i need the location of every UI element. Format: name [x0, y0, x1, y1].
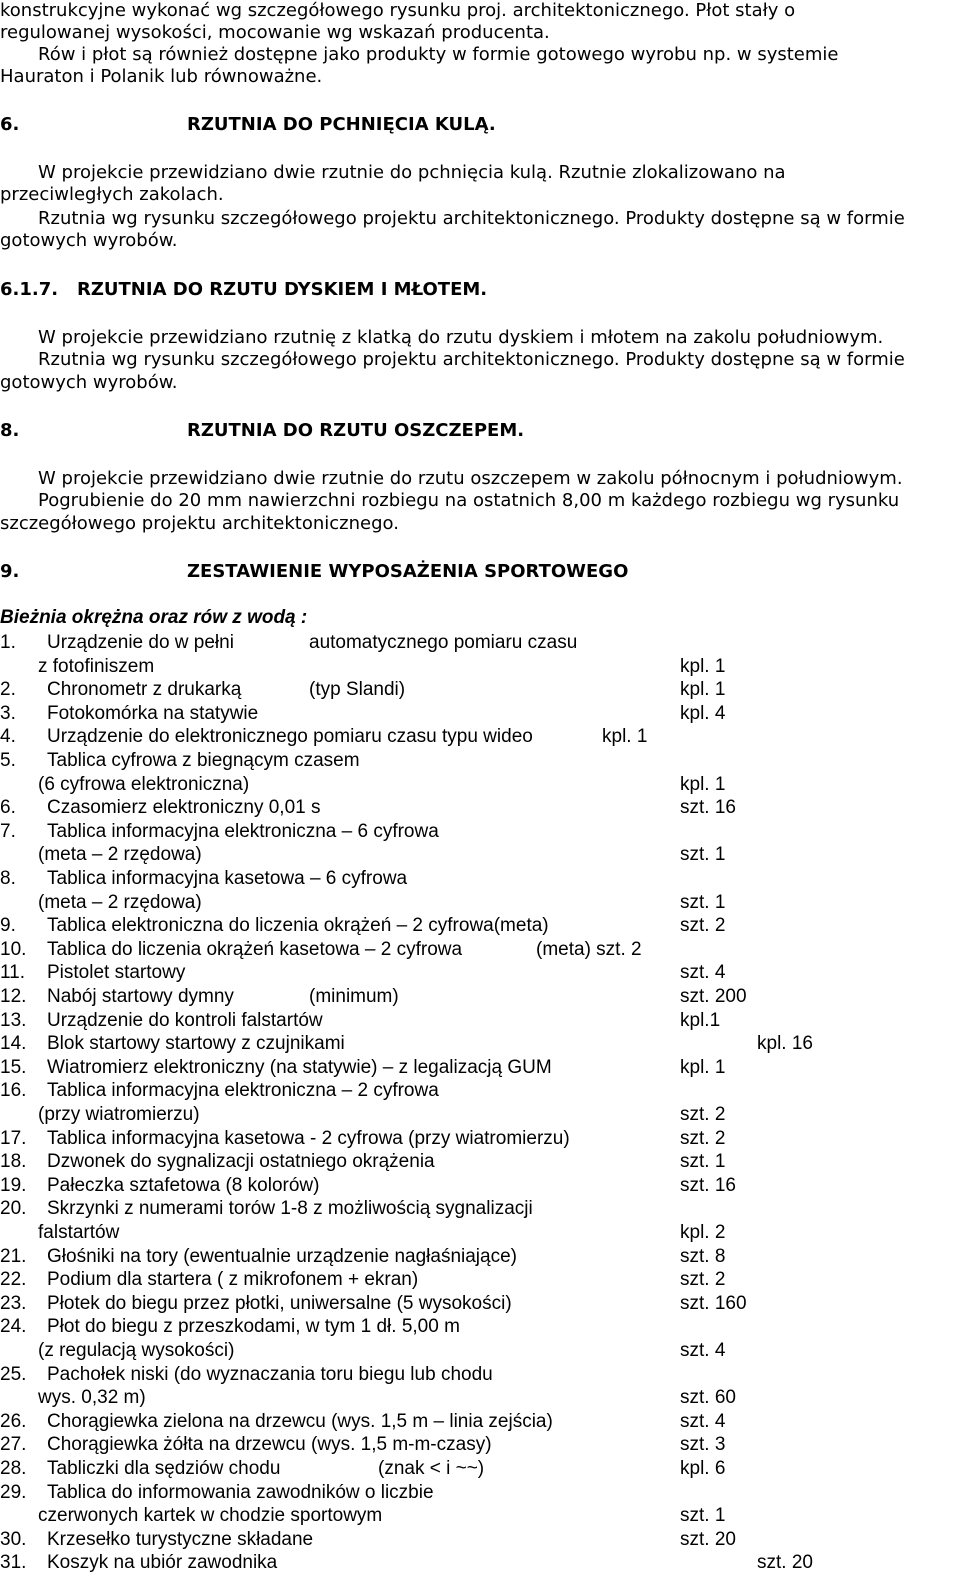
- equipment-row: [0, 1293, 960, 1315]
- item-description: (meta – 2 rzędowa): [38, 844, 202, 866]
- item-quantity: szt. 4: [680, 1410, 726, 1432]
- equipment-row: [0, 1505, 960, 1527]
- equipment-row: [0, 632, 960, 654]
- equipment-row: [0, 1175, 960, 1197]
- item-number: 5.: [0, 750, 16, 771]
- item-description: Płotek do biegu przez płotki, uniwersalne (5 wysokości): [47, 1292, 512, 1314]
- item-quantity: szt. 60: [680, 1387, 736, 1409]
- paragraph-line: szczegółowego projektu architektonicznego.: [0, 513, 399, 534]
- paragraph-line: W projekcie przewidziano dwie rzutnie do rzutu oszczepem w zakolu północnym i południowym.: [38, 468, 903, 489]
- equipment-row: [0, 1128, 960, 1150]
- equipment-row: [0, 1411, 960, 1433]
- equipment-row: [0, 656, 960, 678]
- paragraph-line: W projekcie przewidziano dwie rzutnie do pchnięcia kulą. Rzutnie zlokalizowano na: [38, 162, 786, 183]
- equipment-row: [0, 962, 960, 984]
- item-description: Skrzynki z numerami torów 1-8 z możliwością sygnalizacji: [47, 1198, 533, 1220]
- section-6-number: 6.: [0, 114, 20, 135]
- item-note: (typ Slandi): [309, 679, 406, 701]
- item-quantity: kpl. 1: [680, 773, 726, 795]
- item-quantity: kpl. 1: [680, 655, 726, 677]
- intro-line: Hauraton i Polanik lub równoważne.: [0, 66, 323, 87]
- item-quantity: kpl. 1: [680, 679, 726, 701]
- item-description: Czasomierz elektroniczny 0,01 s: [47, 797, 321, 819]
- item-description: (przy wiatromierzu): [38, 1104, 200, 1125]
- item-quantity: kpl. 16: [757, 1033, 813, 1055]
- item-number: 18.: [0, 1151, 27, 1173]
- item-description: Tablica informacyjna kasetowa - 2 cyfrowa (przy wiatromierzu): [47, 1127, 570, 1149]
- item-quantity: szt. 2: [680, 915, 726, 937]
- item-description: Pistolet startowy: [47, 962, 186, 984]
- item-quantity: szt. 200: [680, 986, 747, 1007]
- equipment-row: [0, 679, 960, 701]
- item-description: czerwonych kartek w chodzie sportowym: [38, 1505, 383, 1527]
- item-number: 23.: [0, 1292, 27, 1314]
- equipment-row: [0, 1340, 960, 1362]
- item-description: Tablica informacyjna elektroniczna – 6 cyfrowa: [47, 820, 439, 842]
- item-quantity: szt. 3: [680, 1434, 726, 1456]
- item-number: 22.: [0, 1269, 27, 1291]
- equipment-row: [0, 1151, 960, 1173]
- paragraph-line: gotowych wyrobów.: [0, 372, 178, 393]
- item-number: 24.: [0, 1316, 27, 1338]
- equipment-row: [0, 1458, 960, 1480]
- item-quantity: szt. 4: [680, 1340, 726, 1361]
- item-description: Pałeczka sztafetowa (8 kolorów): [47, 1174, 320, 1196]
- item-number: 10.: [0, 938, 27, 960]
- equipment-row: [0, 892, 960, 914]
- item-quantity: szt. 20: [757, 1552, 813, 1574]
- item-number: 25.: [0, 1363, 27, 1385]
- item-description: Tablica do informowania zawodników o liczbie: [47, 1481, 434, 1503]
- item-note: (znak < i ~~): [378, 1458, 485, 1479]
- item-quantity: szt. 1: [680, 891, 726, 913]
- item-quantity: szt. 2: [680, 1269, 726, 1291]
- item-number: 29.: [0, 1481, 27, 1503]
- equipment-row: [0, 939, 960, 961]
- paragraph-line: W projekcie przewidziano rzutnię z klatką do rzutu dyskiem i młotem na zakolu południowym.: [38, 327, 884, 348]
- item-description: Chorągiewka zielona na drzewcu (wys. 1,5 m – linia zejścia): [47, 1410, 553, 1432]
- equipment-row: [0, 1104, 960, 1126]
- item-number: 2.: [0, 679, 16, 701]
- item-description: Płot do biegu z przeszkodami, w tym 1 dł. 5,00 m: [47, 1316, 460, 1338]
- item-note: automatycznego pomiaru czasu: [309, 632, 578, 653]
- equipment-row: [0, 703, 960, 725]
- equipment-row: [0, 726, 960, 748]
- item-number: 14.: [0, 1033, 27, 1055]
- intro-line: regulowanej wysokości, mocowanie wg wskazań producenta.: [0, 22, 550, 43]
- item-quantity: szt. 2: [680, 1104, 726, 1125]
- item-quantity: kpl. 1: [680, 1056, 726, 1078]
- equipment-row: [0, 1364, 960, 1386]
- item-number: 7.: [0, 820, 16, 842]
- item-quantity: szt. 4: [680, 962, 726, 984]
- item-quantity: szt. 8: [680, 1245, 726, 1267]
- item-description: Chorągiewka żółta na drzewcu (wys. 1,5 m-m-czasy): [47, 1434, 492, 1456]
- item-number: 20.: [0, 1198, 27, 1220]
- equipment-row: [0, 1246, 960, 1268]
- equipment-row: [0, 821, 960, 843]
- item-description: Pachołek niski (do wyznaczania toru biegu lub chodu: [47, 1363, 493, 1385]
- item-description: Wiatromierz elektroniczny (na statywie) – z legalizacją GUM: [47, 1056, 552, 1078]
- section-6-title: RZUTNIA DO PCHNIĘCIA KULĄ.: [187, 114, 496, 135]
- equipment-row: [0, 1222, 960, 1244]
- paragraph-line: Pogrubienie do 20 mm nawierzchni rozbiegu na ostatnich 8,00 m każdego rozbiegu wg rysunku: [38, 490, 900, 511]
- item-quantity: szt. 1: [680, 1151, 726, 1173]
- item-description: Chronometr z drukarką: [47, 679, 242, 701]
- item-description: z fotofiniszem: [38, 655, 155, 677]
- item-description: (6 cyfrowa elektroniczna): [38, 773, 250, 795]
- item-number: 21.: [0, 1245, 27, 1267]
- equipment-row: [0, 1033, 960, 1055]
- item-description: (z regulacją wysokości): [38, 1340, 235, 1361]
- equipment-row: [0, 1387, 960, 1409]
- equipment-row: [0, 868, 960, 890]
- section-8-title: RZUTNIA DO RZUTU OSZCZEPEM.: [187, 420, 525, 441]
- equipment-row: [0, 844, 960, 866]
- item-description: Dzwonek do sygnalizacji ostatniego okrążenia: [47, 1151, 435, 1173]
- item-quantity: szt. 1: [680, 844, 726, 866]
- item-quantity: szt. 160: [680, 1292, 747, 1314]
- equipment-row: [0, 986, 960, 1008]
- item-number: 30.: [0, 1528, 27, 1550]
- item-description: Podium dla startera ( z mikrofonem + ekran): [47, 1269, 419, 1291]
- item-number: 28.: [0, 1458, 27, 1479]
- item-number: 11.: [0, 962, 26, 984]
- item-description: Urządzenie do kontroli falstartów: [47, 1009, 323, 1031]
- item-number: 6.: [0, 797, 16, 819]
- item-number: 12.: [0, 986, 27, 1007]
- item-number: 15.: [0, 1056, 27, 1078]
- item-quantity: szt. 1: [680, 1505, 726, 1527]
- equipment-row: [0, 797, 960, 819]
- item-number: 27.: [0, 1434, 27, 1456]
- equipment-row: [0, 1434, 960, 1456]
- item-description: Fotokomórka na statywie: [47, 702, 259, 724]
- paragraph-line: Rzutnia wg rysunku szczegółowego projektu architektonicznego. Produkty dostępne są w formie: [38, 208, 905, 229]
- item-description: Blok startowy startowy z czujnikami: [47, 1033, 345, 1055]
- section-8-number: 8.: [0, 420, 20, 441]
- equipment-row: [0, 1482, 960, 1504]
- item-description: Tabliczki dla sędziów chodu: [47, 1458, 281, 1479]
- item-quantity: szt. 20: [680, 1528, 736, 1550]
- equipment-row: [0, 750, 960, 772]
- equipment-row: [0, 915, 960, 937]
- item-number: 1.: [0, 632, 16, 653]
- item-number: 19.: [0, 1174, 27, 1196]
- item-number: 16.: [0, 1080, 27, 1102]
- item-description: Krzesełko turystyczne składane: [47, 1528, 314, 1550]
- item-number: 9.: [0, 915, 16, 937]
- equipment-row: [0, 1080, 960, 1102]
- item-quantity: kpl. 2: [680, 1222, 726, 1243]
- section-617-number: 6.1.7.: [0, 279, 59, 300]
- item-quantity: szt. 16: [680, 1174, 736, 1196]
- item-number: 31.: [0, 1552, 27, 1574]
- item-number: 26.: [0, 1410, 27, 1432]
- item-number: 8.: [0, 868, 16, 889]
- equipment-row: [0, 1010, 960, 1032]
- item-description: wys. 0,32 m): [38, 1387, 146, 1409]
- item-number: 17.: [0, 1127, 27, 1149]
- item-description: Tablica informacyjna elektroniczna – 2 cyfrowa: [47, 1080, 439, 1102]
- item-number: 13.: [0, 1009, 27, 1031]
- item-note: (minimum): [309, 986, 399, 1007]
- item-description: Tablica do liczenia okrążeń kasetowa – 2 cyfrowa: [47, 938, 463, 960]
- item-description: Tablica elektroniczna do liczenia okrążeń – 2 cyfrowa(meta): [47, 915, 549, 937]
- item-quantity: szt. 2: [680, 1127, 726, 1149]
- item-number: 3.: [0, 702, 16, 724]
- paragraph-line: przeciwległych zakolach.: [0, 184, 224, 205]
- item-quantity: kpl.1: [680, 1009, 721, 1031]
- item-quantity: szt. 16: [680, 797, 736, 819]
- equipment-row: [0, 1198, 960, 1220]
- item-quantity: kpl. 6: [680, 1458, 726, 1479]
- paragraph-line: gotowych wyrobów.: [0, 230, 178, 251]
- equipment-row: [0, 1057, 960, 1079]
- item-note: (meta) szt. 2: [536, 938, 642, 960]
- equipment-row: [0, 1529, 960, 1551]
- item-number: 4.: [0, 726, 16, 748]
- equipment-row: [0, 1269, 960, 1291]
- intro-line: Rów i płot są również dostępne jako produkty w formie gotowego wyrobu np. w systemie: [38, 44, 839, 65]
- item-description: (meta – 2 rzędowa): [38, 891, 202, 913]
- section-617-title: RZUTNIA DO RZUTU DYSKIEM I MŁOTEM.: [77, 279, 488, 300]
- item-description: Tablica cyfrowa z biegnącym czasem: [47, 750, 360, 771]
- item-quantity: kpl. 1: [602, 726, 648, 748]
- item-description: Urządzenie do elektronicznego pomiaru czasu typu wideo: [47, 726, 533, 748]
- item-description: Nabój startowy dymny: [47, 986, 234, 1007]
- section-9-subtitle: Bieżnia okrężna oraz rów z wodą :: [0, 607, 308, 628]
- item-description: Tablica informacyjna kasetowa – 6 cyfrowa: [47, 868, 408, 889]
- item-description: falstartów: [38, 1222, 120, 1243]
- section-9-number: 9.: [0, 561, 20, 582]
- equipment-row: [0, 1552, 960, 1574]
- item-description: Głośniki na tory (ewentualnie urządzenie nagłaśniające): [47, 1245, 517, 1267]
- item-description: Urządzenie do w pełni: [47, 632, 234, 653]
- section-9-title: ZESTAWIENIE WYPOSAŻENIA SPORTOWEGO: [187, 561, 629, 582]
- item-description: Koszyk na ubiór zawodnika: [47, 1552, 278, 1574]
- intro-line: konstrukcyjne wykonać wg szczegółowego rysunku proj. architektonicznego. Płot stały o: [0, 0, 796, 21]
- paragraph-line: Rzutnia wg rysunku szczegółowego projektu architektonicznego. Produkty dostępne są w formie: [38, 349, 905, 370]
- equipment-row: [0, 1316, 960, 1338]
- item-quantity: kpl. 4: [680, 702, 726, 724]
- equipment-row: [0, 774, 960, 796]
